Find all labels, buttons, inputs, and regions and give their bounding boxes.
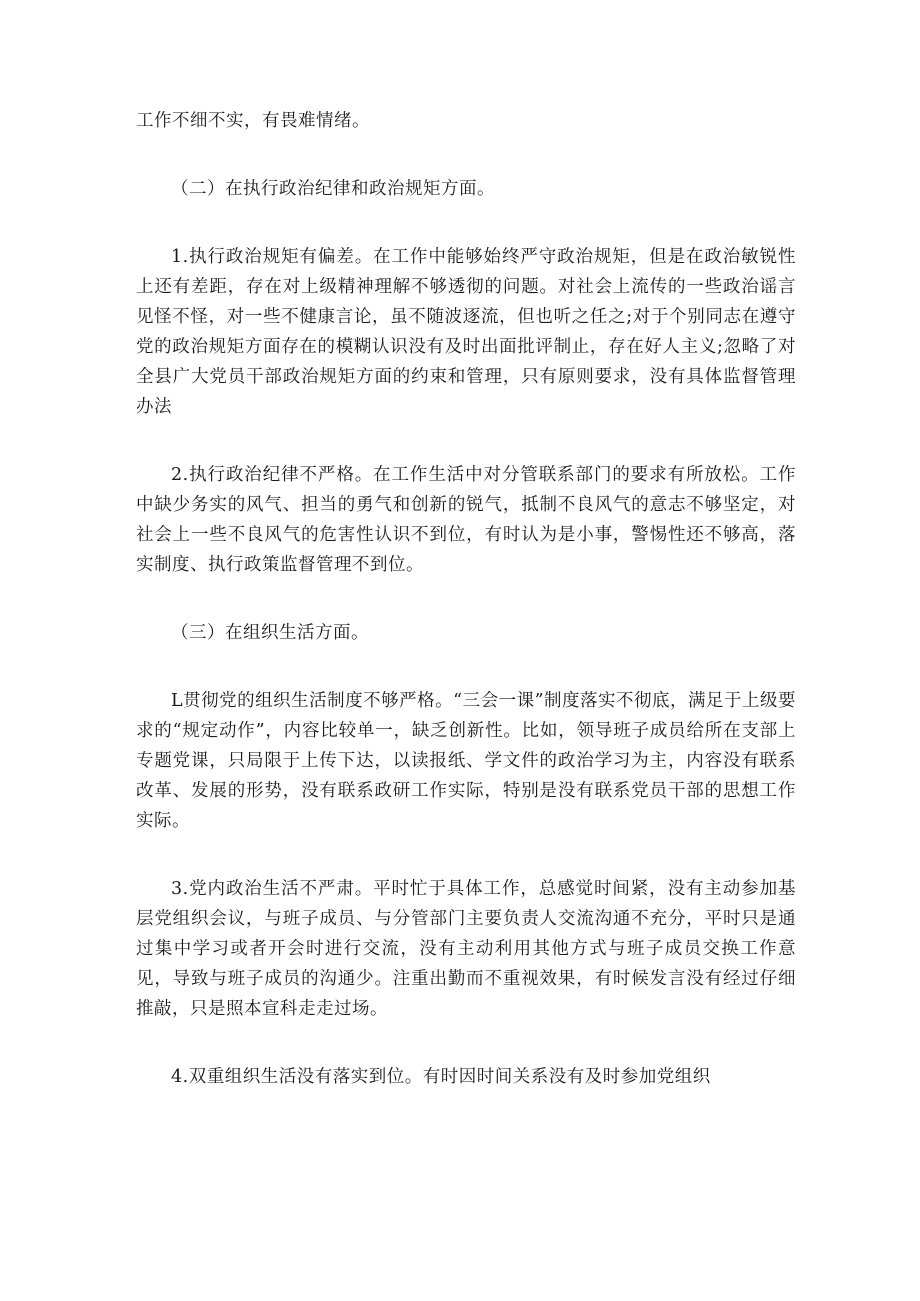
paragraph-item-3: 3.党内政治生活不严肃。平时忙于具体工作，总感觉时间紧，没有主动参加基层党组织会议，与班子成员、与分管部门主要负责人交流沟通不充分，平时只是通过集中学习或者开会时进行交流，没有主动利用其他方式与班子成员交换工作意见，导致与班子成员的沟通少。注重出勤而不重视效果，有时候发言没有经过仔细推敲，只是照本宣科走走过场。 <box>136 879 796 1019</box>
paragraph-item-1: 1.执行政治规矩有偏差。在工作中能够始终严守政治规矩，但是在政治敏锐性上还有差距，存在对上级精神理解不够透彻的问题。对社会上流传的一些政治谣言见怪不怪，对一些不健康言论，虽不随波逐流，但也听之任之;对于个别同志在遵守党的政治规矩方面存在的模糊认识没有及时出面批评制止，存在好人主义;忽略了对全县广大党员干部政治规矩方面的约束和管理，只有原则要求，没有具体监督管理办法 <box>136 247 796 417</box>
section-heading-2: （二）在执行政治纪律和政治规矩方面。 <box>171 179 495 199</box>
paragraph-continuation: 工作不细不实，有畏难情绪。 <box>136 111 370 131</box>
paragraph-item-4: 4.双重组织生活没有落实到位。有时因时间关系没有及时参加党组织 <box>171 1067 711 1087</box>
paragraph-item-2: 2.执行政治纪律不严格。在工作生活中对分管联系部门的要求有所放松。工作中缺少务实的风气、担当的勇气和创新的锐气，抵制不良风气的意志不够坚定，对社会上一些不良风气的危害性认识不到位，有时认为是小事，警惕性还不够高，落实制度、执行政策监督管理不到位。 <box>136 465 796 575</box>
document-body <box>136 106 796 1130</box>
paragraph-item-l: L贯彻党的组织生活制度不够严格。“三会一课”制度落实不彻底，满足于上级要求的“规定动作”，内容比较单一，缺乏创新性。比如，领导班子成员给所在支部上专题党课，只局限于上传下达，以读报纸、学文件的政治学习为主，内容没有联系改革、发展的形势，没有联系政研工作实际，特别是没有联系党员干部的思想工作实际。 <box>136 691 797 831</box>
section-heading-3: （三）在组织生活方面。 <box>171 623 369 643</box>
